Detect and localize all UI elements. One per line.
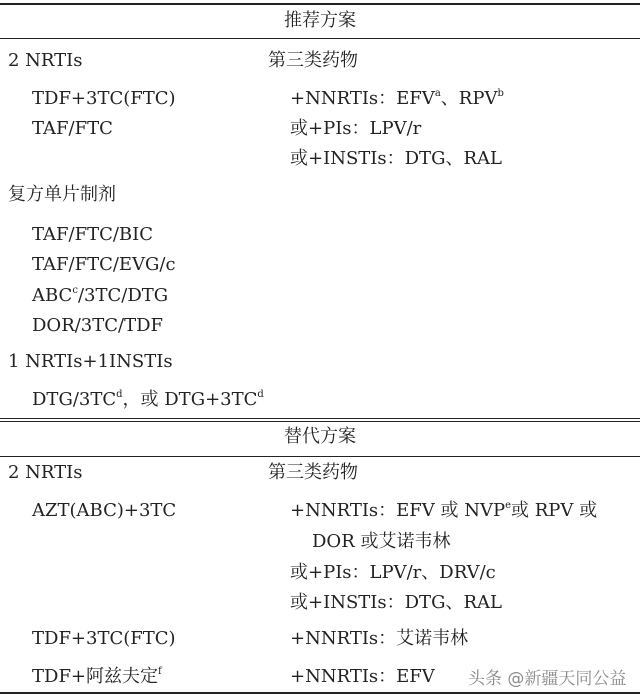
text: +NNRTIs：EFV bbox=[290, 88, 435, 109]
third-drug-item: 或+PIs：LPV/r、DRV/c bbox=[290, 562, 496, 583]
nrti-item: TDF+3TC(FTC) bbox=[32, 88, 176, 109]
stp-header: 复方单片制剂 bbox=[8, 184, 116, 205]
third-drug-item bbox=[290, 88, 504, 110]
double-rule bbox=[0, 418, 640, 419]
dual-header: 1 NRTIs+1INSTIs bbox=[8, 351, 173, 372]
rule bbox=[0, 456, 640, 457]
nrti-item: TAF/FTC bbox=[32, 118, 113, 139]
section-title-recommended: 推荐方案 bbox=[284, 10, 356, 31]
text: 、RPV bbox=[440, 88, 498, 109]
footnote: f bbox=[158, 666, 162, 677]
rule bbox=[0, 38, 640, 39]
text: DTG/3TC bbox=[32, 389, 117, 410]
footnote: c bbox=[72, 285, 78, 296]
top-rule bbox=[0, 3, 640, 5]
footnote: e bbox=[505, 500, 512, 511]
stp-item: TAF/FTC/BIC bbox=[32, 224, 154, 245]
footnote: b bbox=[497, 88, 504, 99]
text: ，或 DTG+3TC bbox=[122, 389, 258, 410]
footnote: a bbox=[434, 88, 441, 99]
nrti-item: TDF+3TC(FTC) bbox=[32, 628, 176, 649]
bottom-rule bbox=[0, 692, 640, 694]
dual-item bbox=[32, 389, 264, 411]
double-rule bbox=[0, 421, 640, 422]
right-header: 第三类药物 bbox=[268, 50, 358, 71]
third-drug-item bbox=[290, 500, 597, 522]
stp-item bbox=[32, 285, 168, 307]
nrti-item: AZT(ABC)+3TC bbox=[32, 500, 177, 521]
third-drug-item: DOR 或艾诺韦林 bbox=[312, 531, 451, 552]
nrti-item bbox=[32, 666, 162, 688]
third-drug-item: 或+INSTIs：DTG、RAL bbox=[290, 592, 502, 613]
text: 或 RPV 或 bbox=[511, 500, 598, 521]
text: ABC bbox=[32, 285, 73, 306]
watermark: 头条 @新疆天同公益 bbox=[468, 669, 627, 689]
section-title-alternative: 替代方案 bbox=[284, 426, 356, 447]
third-drug-item: 或+INSTIs：DTG、RAL bbox=[290, 148, 502, 169]
third-drug-item: +NNRTIs：艾诺韦林 bbox=[290, 628, 469, 649]
left-header: 2 NRTIs bbox=[8, 462, 83, 483]
third-drug-item: +NNRTIs：EFV bbox=[290, 666, 435, 687]
right-header: 第三类药物 bbox=[268, 462, 358, 483]
third-drug-item: 或+PIs：LPV/r bbox=[290, 118, 422, 139]
footnote: d bbox=[257, 389, 264, 400]
left-header: 2 NRTIs bbox=[8, 50, 83, 71]
text: +NNRTIs：EFV 或 NVP bbox=[290, 500, 506, 521]
footnote: d bbox=[116, 389, 123, 400]
text: /3TC/DTG bbox=[77, 285, 169, 306]
stp-item: DOR/3TC/TDF bbox=[32, 315, 164, 336]
text: TDF+阿兹夫定 bbox=[32, 666, 159, 687]
stp-item: TAF/FTC/EVG/c bbox=[32, 254, 176, 275]
